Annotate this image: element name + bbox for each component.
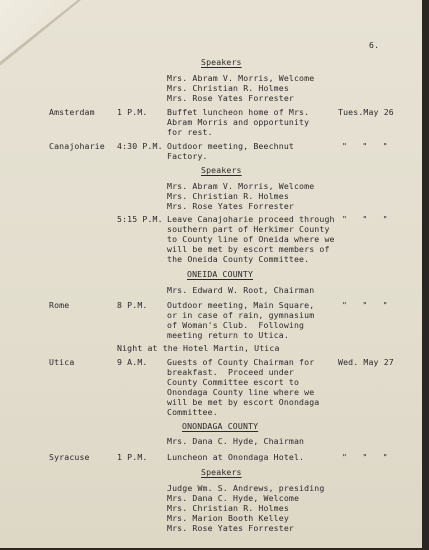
speaker-line: Mrs. Rose Yates Forrester <box>167 523 294 533</box>
event-line: County Committee escort to <box>167 377 300 387</box>
time-syracuse: 1 P.M. <box>117 452 148 462</box>
time-canajoharie: 4:30 P.M. <box>117 141 163 151</box>
place-syracuse: Syracuse <box>49 452 90 462</box>
event-line: breakfast. Proceed under <box>167 367 294 377</box>
event-line: Guests of County Chairman for <box>167 357 315 367</box>
ditto-marks: " " " <box>342 452 388 462</box>
speaker-line: Mrs. Christian R. Holmes <box>167 503 289 513</box>
place-amsterdam: Amsterdam <box>49 107 95 117</box>
place-canajoharie: Canajoharie <box>49 141 105 151</box>
event-line: to County line of Oneida where we <box>167 234 335 244</box>
night-note: Night at the Hotel Martin, Utica <box>117 343 280 353</box>
event-line: of Woman's Club. Following <box>167 320 305 330</box>
place-rome: Rome <box>49 300 70 310</box>
speaker-line: Mrs. Abram V. Morris, Welcome <box>167 73 315 83</box>
event-line: or in case of rain, gymnasium <box>167 310 315 320</box>
ditto-marks: " " " <box>342 300 388 310</box>
speaker-line: Mrs. Dana C. Hyde, Welcome <box>167 493 300 503</box>
event-line: Buffet luncheon home of Mrs. <box>167 107 310 117</box>
event-line: Leave Canajoharie proceed through <box>167 214 335 224</box>
time-leave: 5:15 P.M. <box>117 214 163 224</box>
event-line: Luncheon at Onondaga Hotel. <box>167 452 305 462</box>
speaker-line: Mrs. Rose Yates Forrester <box>167 201 294 211</box>
time-amsterdam: 1 P.M. <box>117 107 148 117</box>
speaker-line: Judge Wm. S. Andrews, presiding <box>167 483 325 493</box>
place-utica: Utica <box>49 357 75 367</box>
event-line: will be met by escort members of <box>167 244 330 254</box>
date-wed-may-27: Wed. May 27 <box>338 357 394 367</box>
event-line: meeting return to Utica. <box>167 330 289 340</box>
time-utica: 9 A.M. <box>117 357 148 367</box>
event-line: Onondaga County line where we <box>167 387 315 397</box>
event-line: the Oneida County Committee. <box>167 254 310 264</box>
event-line: for rest. <box>167 127 213 137</box>
county-chairman: Mrs. Edward W. Root, Chairman <box>167 285 315 295</box>
speaker-line: Mrs. Abram V. Morris, Welcome <box>167 181 315 191</box>
speakers-heading: Speakers <box>201 57 242 67</box>
time-rome: 8 P.M. <box>117 300 148 310</box>
event-line: Outdoor meeting, Main Square, <box>167 300 315 310</box>
speaker-line: Mrs. Christian R. Holmes <box>167 191 289 201</box>
county-heading-onondaga: ONONDAGA COUNTY <box>182 421 259 431</box>
county-heading-oneida: ONEIDA COUNTY <box>187 269 254 279</box>
date-tues-may-26: Tues.May 26 <box>338 107 394 117</box>
event-line: southern part of Herkimer County <box>167 224 330 234</box>
speakers-heading: Speakers <box>201 467 242 477</box>
speakers-heading: Speakers <box>201 165 242 175</box>
event-line: Outdoor meeting, Beechnut <box>167 141 294 151</box>
county-chairman: Mrs. Dana C. Hyde, Chairman <box>167 436 305 446</box>
ditto-marks: " " " <box>342 141 388 151</box>
event-line: Abram Morris and opportunity <box>167 117 310 127</box>
speaker-line: Mrs. Rose Yates Forrester <box>167 93 294 103</box>
event-line: will be met by escort Onondaga <box>167 397 320 407</box>
page-number: 6. <box>369 40 380 50</box>
ditto-marks: " " " <box>342 214 388 224</box>
event-line: Factory. <box>167 151 208 161</box>
event-line: Committee. <box>167 407 218 417</box>
speaker-line: Mrs. Christian R. Holmes <box>167 83 289 93</box>
speaker-line: Mrs. Marion Booth Kelley <box>167 513 289 523</box>
